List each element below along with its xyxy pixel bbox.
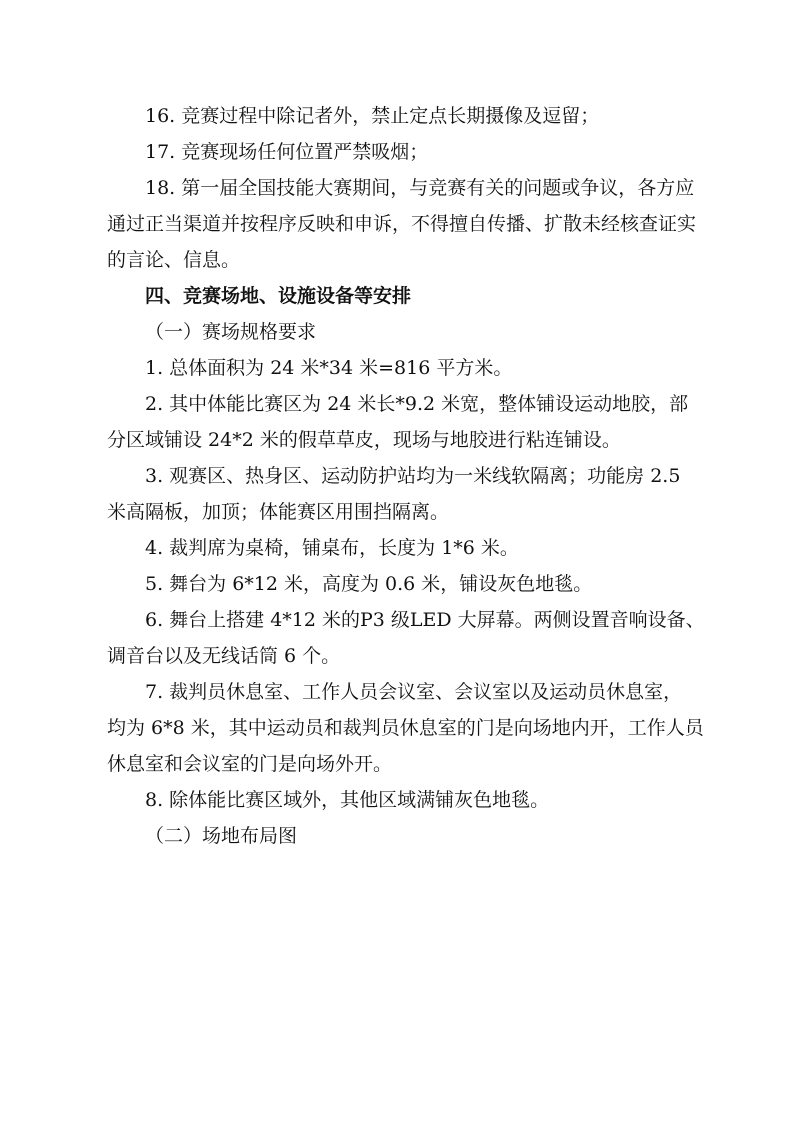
document-body xyxy=(107,98,707,854)
item-7-text: 7. 裁判员休息室、工作人员会议室、会议室以及运动员休息室， 均为 6*8 米，其中运动员和裁判员休息室的门是向场地内开，工作人员休息室和会议室的门是向场外开。 xyxy=(107,681,704,775)
item-4-text: 4. 裁判席为桌椅，铺桌布，长度为 1*6 米。 xyxy=(145,537,519,559)
rule-16-text: 16. 竞赛过程中除记者外，禁止定点长期摄像及逗留； xyxy=(145,105,600,127)
item-1-text: 1. 总体面积为 24 米*34 米=816 平方米。 xyxy=(145,357,513,379)
subsection-2-heading: （二）场地布局图 xyxy=(145,825,298,847)
rule-17-text: 17. 竞赛现场任何位置严禁吸烟； xyxy=(145,141,429,163)
item-3-text-line1: 3. 观赛区、热身区、运动防护站均为一米线软隔离；功能房 2.5 xyxy=(145,465,681,487)
section-4-heading: 四、竞赛场地、设施设备等安排 xyxy=(145,285,412,307)
rule-18-text: 18. 第一届全国技能大赛期间，与竞赛有关的问题或争议，各方应通过正当渠道并按程序反映和申诉，不得擅自传播、扩散未经核查证实的言论、信息。 xyxy=(107,177,697,271)
item-5-text: 5. 舞台为 6*12 米，高度为 0.6 米，铺设灰色地毯。 xyxy=(145,573,593,595)
item-2-text: 2. 其中体能比赛区为 24 米长*9.2 米宽，整体铺设运动地胶，部分区域铺设 24*2 米的假草草皮，现场与地胶进行粘连铺设。 xyxy=(107,393,689,451)
item-6-text: 6. 舞台上搭建 4*12 米的P3 级LED 大屏幕。两侧设置音响设备、调音台以及无线话筒 6 个。 xyxy=(107,609,705,667)
item-8-text: 8. 除体能比赛区域外，其他区域满铺灰色地毯。 xyxy=(145,789,550,811)
subsection-1-heading: （一）赛场规格要求 xyxy=(145,321,317,343)
item-3-text-line2: 米高隔板，加顶；体能赛区用围挡隔离。 xyxy=(107,501,450,523)
